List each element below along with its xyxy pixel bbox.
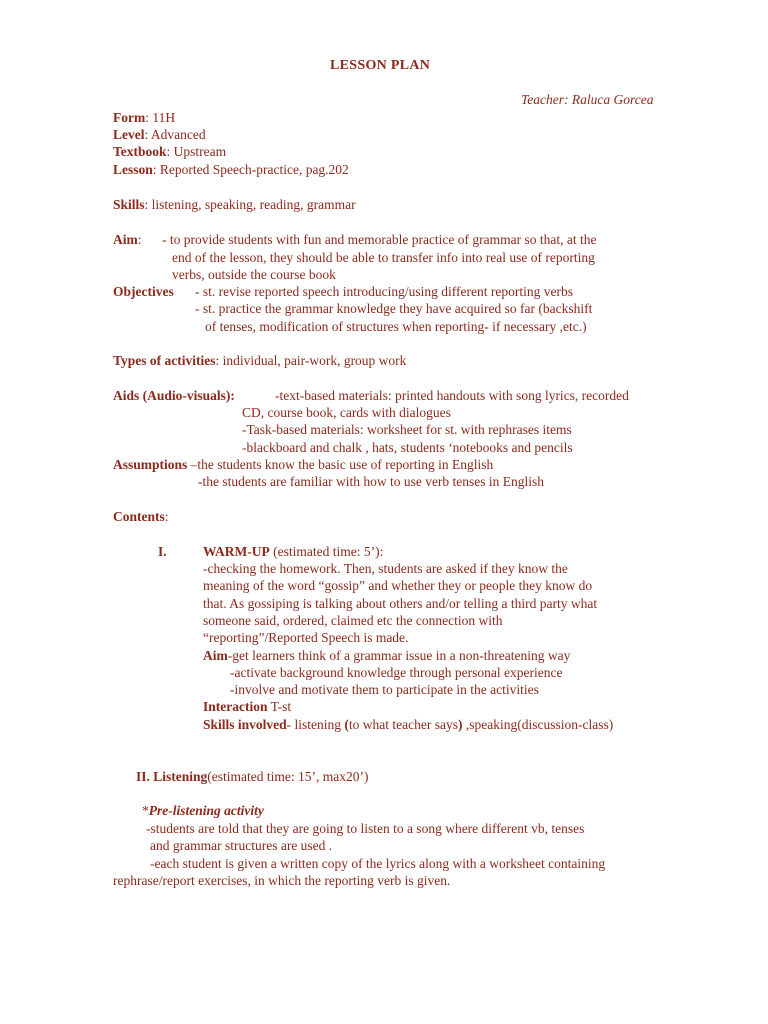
aim-line-2: end of the lesson, they should be able to transfer info into real use of reporting: [172, 250, 595, 265]
prelistening-heading-line: [142, 802, 264, 820]
aim-colon: :: [137, 232, 142, 247]
assumptions-line-2: -the students are familiar with how to use verb tenses in English: [198, 474, 545, 489]
aids-line-3: -Task-based materials: worksheet for st. with rephrases items: [242, 422, 572, 437]
contents-heading: [113, 508, 169, 526]
warmup-line-4: someone said, ordered, claimed etc the connection with: [203, 613, 503, 628]
listening-heading: II. Listening: [136, 769, 208, 784]
form-line: [113, 109, 175, 127]
objectives-label: Objectives: [113, 284, 174, 299]
warmup-numeral: I.: [158, 544, 167, 559]
aim-label: Aim: [113, 232, 138, 247]
objectives-line-2: - st. practice the grammar knowledge they have acquired so far (backshift: [195, 301, 593, 316]
listening-time: (estimated time: 15’, max20’): [207, 769, 369, 784]
assumptions-label: Assumptions: [113, 457, 188, 472]
warmup-heading-line: [203, 543, 383, 561]
warmup-skills-a: - listening: [286, 717, 345, 732]
listening-line-3: -each student is given a written copy of the lyrics along with a worksheet containing: [150, 856, 606, 871]
listening-line-4: rephrase/report exercises, in which the reporting verb is given.: [113, 873, 451, 888]
activities-line: [113, 352, 406, 370]
lesson-line: [113, 161, 349, 179]
objectives-line-1: - st. revise reported speech introducing/using different reporting verbs: [195, 284, 574, 299]
warmup-skills-paren-close: ): [458, 717, 463, 732]
warmup-line-2: meaning of the word “gossip” and whether they or people they know do: [203, 578, 593, 593]
page-title: LESSON PLAN: [330, 58, 431, 73]
prelistening-heading: Pre-listening activity: [148, 803, 264, 818]
listening-line-2: and grammar structures are used .: [150, 838, 333, 853]
contents-label: Contents: [113, 509, 165, 524]
warmup-heading: WARM-UP: [203, 544, 270, 559]
aim-line-1: - to provide students with fun and memorable practice of grammar so that, at the: [162, 232, 597, 247]
warmup-interaction-line: [203, 698, 291, 716]
warmup-time: (estimated time: 5’):: [269, 544, 384, 559]
aim-label-wrap: [113, 231, 142, 249]
warmup-skills-label: Skills involved: [203, 717, 287, 732]
warmup-line-3: that. As gossiping is talking about others and/or telling a third party what: [203, 596, 598, 611]
aim-line-3: verbs, outside the course book: [172, 267, 336, 282]
warmup-skills-c: ,speaking(discussion-class): [462, 717, 614, 732]
warmup-line-5: “reporting”/Reported Speech is made.: [203, 630, 409, 645]
form-label: Form: [113, 110, 146, 125]
skills-line: [113, 196, 356, 214]
warmup-skills-paren-open: (: [344, 717, 349, 732]
warmup-skills-line: [203, 716, 613, 734]
prelistening-star: *: [142, 803, 149, 818]
objectives-line-3: of tenses, modification of structures when reporting- if necessary ,etc.): [205, 319, 587, 334]
teacher-name: Teacher: Raluca Gorcea: [521, 92, 654, 107]
activities-value: : individual, pair-work, group work: [215, 353, 407, 368]
textbook-line: [113, 143, 226, 161]
warmup-aim-line-2: -activate background knowledge through personal experience: [230, 665, 563, 680]
aids-line-4: -blackboard and chalk , hats, students ‘notebooks and pencils: [242, 440, 573, 455]
listening-heading-line: [136, 768, 368, 786]
contents-colon: :: [164, 509, 169, 524]
activities-label: Types of activities: [113, 353, 216, 368]
assumptions-text-1: –the students know the basic use of reporting in English: [190, 457, 494, 472]
textbook-value: : Upstream: [166, 144, 227, 159]
warmup-interaction-value: T-st: [267, 699, 292, 714]
skills-value: : listening, speaking, reading, grammar: [144, 197, 356, 212]
warmup-skills-b: to what teacher says: [348, 717, 459, 732]
warmup-line-1: -checking the homework. Then, students are asked if they know the: [203, 561, 568, 576]
warmup-aim-line-3: -involve and motivate them to participate in the activities: [230, 682, 539, 697]
warmup-aim-value: -get learners think of a grammar issue in a non-threatening way: [227, 648, 571, 663]
aids-label: Aids (Audio-visuals):: [113, 388, 235, 403]
level-value: : Advanced: [144, 127, 206, 142]
level-label: Level: [113, 127, 145, 142]
warmup-aim-line: [203, 647, 570, 665]
assumptions-line-1: [113, 456, 493, 474]
aids-line-1: -text-based materials: printed handouts with song lyrics, recorded: [275, 388, 629, 403]
textbook-label: Textbook: [113, 144, 167, 159]
warmup-aim-label: Aim: [203, 648, 228, 663]
lesson-value: : Reported Speech-practice, pag.202: [152, 162, 349, 177]
skills-label: Skills: [113, 197, 145, 212]
form-value: : 11H: [145, 110, 176, 125]
lesson-label: Lesson: [113, 162, 153, 177]
aids-line-2: CD, course book, cards with dialogues: [242, 405, 451, 420]
level-line: [113, 126, 206, 144]
listening-line-1: -students are told that they are going to listen to a song where different vb, tenses: [146, 821, 585, 836]
warmup-interaction-label: Interaction: [203, 699, 268, 714]
